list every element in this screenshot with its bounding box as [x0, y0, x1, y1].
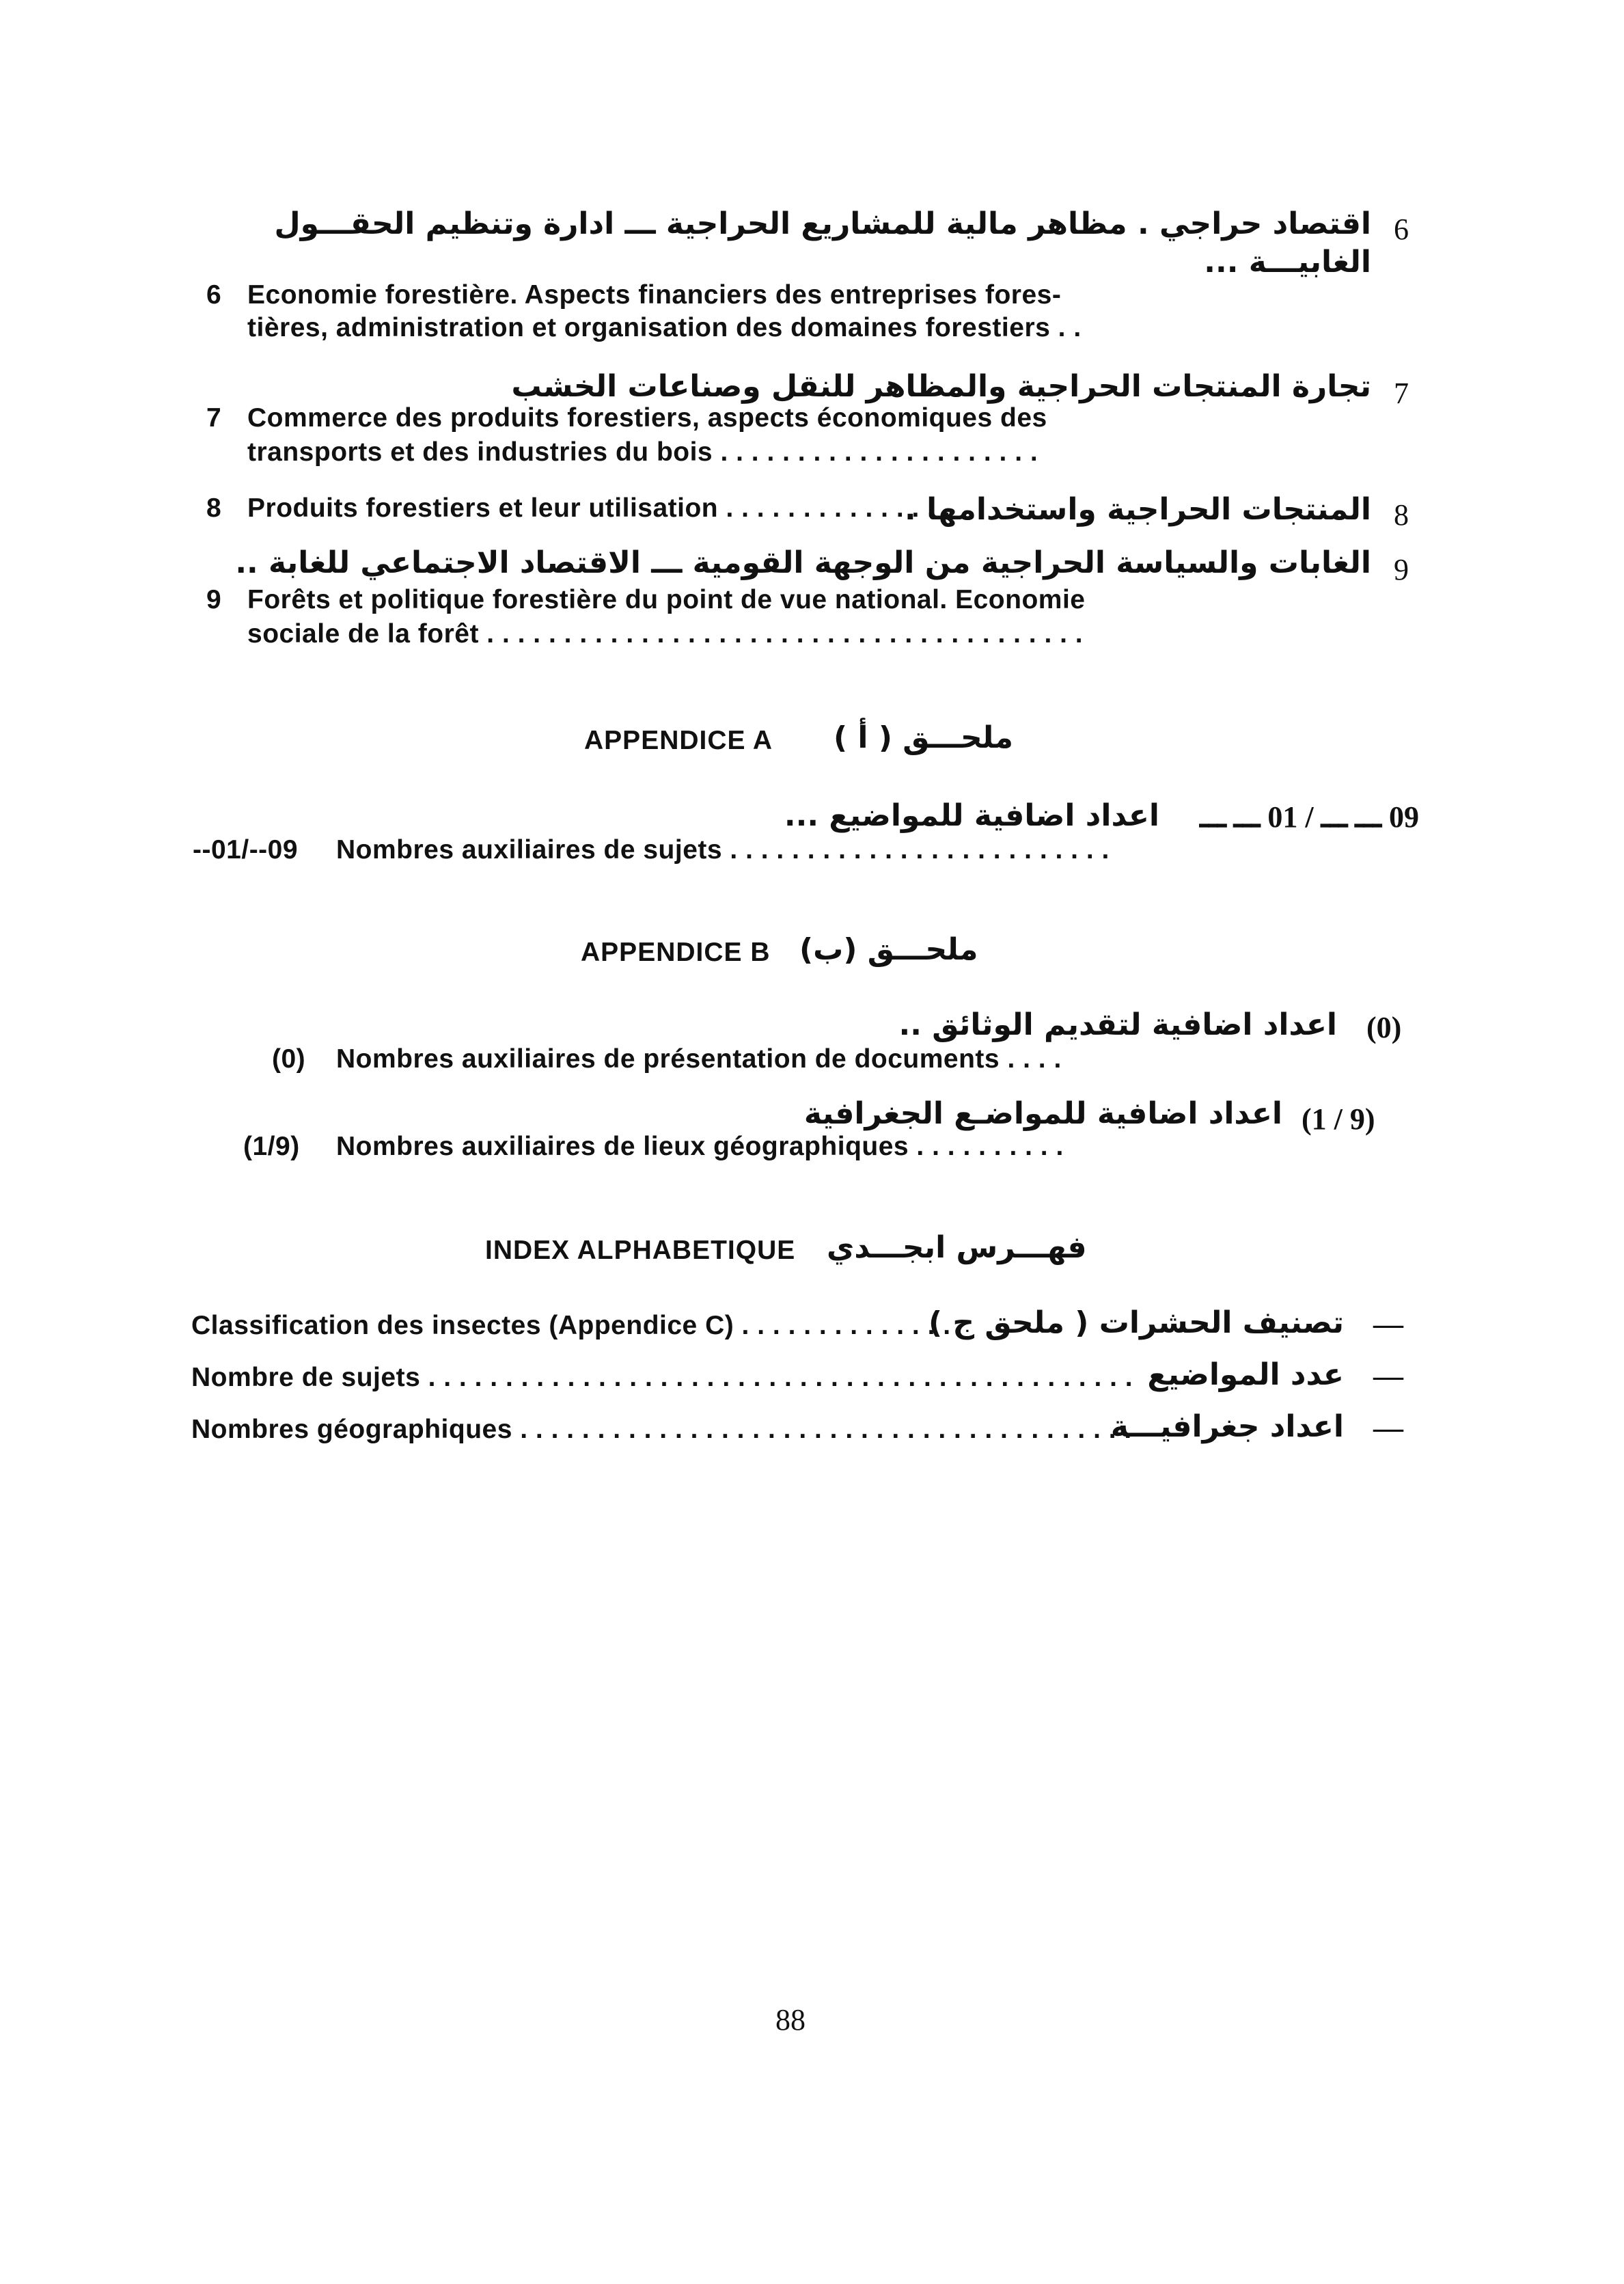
entry-7-number-ar: 7 — [1394, 377, 1409, 410]
appendix-b-item2-code-fr: (1/9) — [243, 1132, 300, 1161]
entry-6-arabic-line1: اقتصاد حراجي . مظاهر مالية للمشاريع الحراجية ـــ ادارة وتنظيم الحقـــول — [274, 206, 1371, 241]
entry-8-number-ar: 8 — [1394, 498, 1409, 532]
index-item1-dash: — — [1373, 1307, 1403, 1341]
appendix-a-heading-ar: ملحـــق ( أ ) — [834, 720, 1013, 755]
entry-9-number-ar: 9 — [1394, 553, 1409, 586]
index-item1-fr: Classification des insectes (Appendice C) . . . . . . . . . . . . . . — [191, 1311, 951, 1340]
index-item1-ar: تصنيف الحشرات ( ملحق ج ) — [928, 1305, 1344, 1340]
appendix-b-heading-ar: ملحـــق (ب) — [799, 932, 978, 967]
appendix-b-item2-code-ar: (9 / 1) — [1302, 1102, 1375, 1136]
appendix-b-item2-text-fr: Nombres auxiliaires de lieux géographiques . . . . . . . . . . — [336, 1132, 1064, 1161]
index-item3-dash: — — [1373, 1411, 1403, 1445]
appendix-a-heading-fr: APPENDICE A — [584, 726, 773, 755]
entry-6-french-line1: Economie forestière. Aspects financiers des entreprises fores- — [247, 280, 1062, 310]
appendix-b-item1-text-fr: Nombres auxiliaires de présentation de documents . . . . — [336, 1044, 1062, 1074]
page-number: 88 — [775, 2003, 806, 2037]
entry-9-french-line2: sociale de la forêt . . . . . . . . . . . . . . . . . . . . . . . . . . . . . . . . . . . . . . . — [247, 619, 1084, 649]
appendix-a-text-fr: Nombres auxiliaires de sujets . . . . . . . . . . . . . . . . . . . . . . . . . — [336, 835, 1110, 865]
index-heading-ar: فهـــرس ابجـــدي — [827, 1230, 1087, 1265]
appendix-a-text-ar: اعداد اضافية للمواضيع ... — [784, 798, 1159, 833]
entry-7-french-line2: transports et des industries du bois . . . . . . . . . . . . . . . . . . . . . — [247, 437, 1038, 467]
entry-8-arabic-line1: المنتجات الحراجية واستخدامها . — [905, 492, 1371, 527]
entry-6-number-fr: 6 — [206, 280, 222, 310]
index-item2-ar: عدد المواضيع — [1147, 1357, 1344, 1392]
entry-8-french-line1: Produits forestiers et leur utilisation . . . . . . . . . . . . . . . — [247, 493, 951, 523]
entry-6-number-ar: 6 — [1394, 213, 1409, 246]
appendix-b-item1-code-ar: (0) — [1366, 1011, 1402, 1044]
index-item2-dash: — — [1373, 1359, 1403, 1393]
index-item3-fr: Nombres géographiques . . . . . . . . . . . . . . . . . . . . . . . . . . . . . . . . . . . . . . . . — [191, 1415, 1132, 1444]
entry-6-french-line2: tières, administration et organisation des domaines forestiers . . — [247, 313, 1082, 342]
index-heading-fr: INDEX ALPHABETIQUE — [485, 1236, 796, 1265]
entry-7-arabic-line1: تجارة المنتجات الحراجية والمظاهر للنقل وصناعات الخشب — [511, 369, 1371, 404]
entry-7-number-fr: 7 — [206, 403, 222, 433]
entry-6-arabic-line2: الغابيـــة ... — [1204, 245, 1371, 280]
appendix-a-code-ar: 09 ـــ ـــ / 01 ـــ ـــ — [1200, 800, 1419, 834]
appendix-b-heading-fr: APPENDICE B — [581, 938, 771, 967]
index-item3-ar: اعداد جغرافيـــة — [1110, 1409, 1344, 1444]
appendix-b-item1-code-fr: (0) — [272, 1044, 306, 1074]
appendix-a-code-fr: --01/--09 — [193, 835, 299, 865]
appendix-b-item2-text-ar: اعداد اضافية للمواضـع الجغرافية — [803, 1096, 1282, 1131]
entry-7-french-line1: Commerce des produits forestiers, aspects économiques des — [247, 403, 1047, 433]
appendix-b-item1-text-ar: اعداد اضافية لتقديم الوثائق .. — [898, 1007, 1337, 1042]
entry-9-arabic-line1: الغابات والسياسة الحراجية من الوجهة القومية ـــ الاقتصاد الاجتماعي للغابة .. — [235, 545, 1371, 580]
entry-9-number-fr: 9 — [206, 585, 222, 614]
entry-8-number-fr: 8 — [206, 493, 222, 523]
index-item2-fr: Nombre de sujets . . . . . . . . . . . . . . . . . . . . . . . . . . . . . . . . . . . . . . . . . . . . . . — [191, 1363, 1133, 1392]
entry-9-french-line1: Forêts et politique forestière du point de vue national. Economie — [247, 585, 1086, 614]
